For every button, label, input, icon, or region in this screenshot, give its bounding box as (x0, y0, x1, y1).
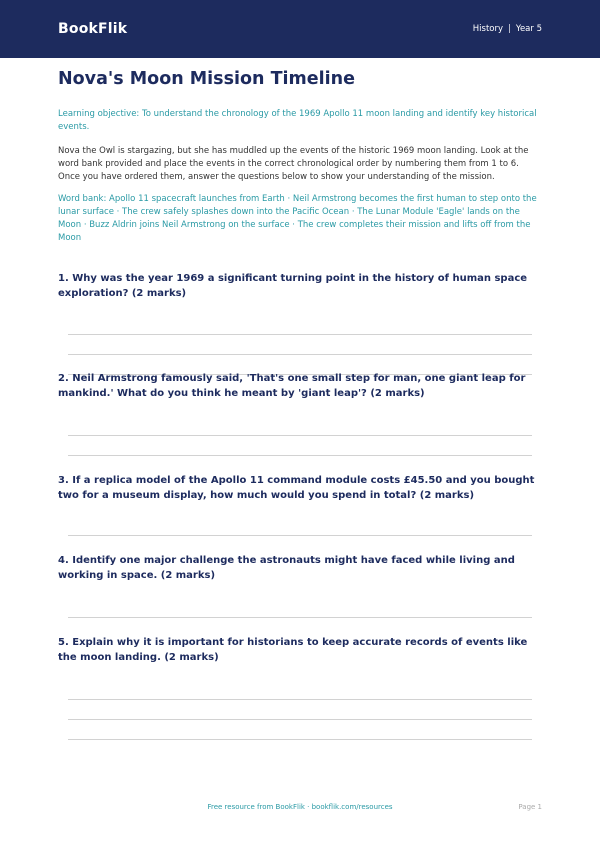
answer-line[interactable] (68, 719, 532, 720)
answer-area-4[interactable] (58, 617, 542, 618)
word-bank: Word bank: Apollo 11 spacecraft launches from Earth · Neil Armstrong becomes the first human to step onto the lunar surface · The crew safely splashes down into the Pacific Ocean · The Lunar Module 'Eagle' lands on the Moon · Buzz Aldrin joins Neil Armstrong on the surface · The crew completes their mission and lifts off from the Moon (58, 194, 537, 243)
question-3: 3. If a replica model of the Apollo 11 command module costs £45.50 and you bought two for a museum display, how much would you spend in total? (2 marks) (58, 475, 535, 501)
intro-paragraph: Nova the Owl is stargazing, but she has muddled up the events of the historic 1969 moon landing. Look at the word bank provided and place the events in the correct chronological order by numbering them from 1 to 6. Once you have ordered them, answer the questions below to show your understanding of the mission. (58, 146, 529, 182)
answer-line[interactable] (68, 455, 532, 456)
footer-credit-link[interactable]: Free resource from BookFlik · bookflik.com/resources (207, 803, 393, 811)
answer-area-1[interactable] (58, 334, 542, 375)
answer-line[interactable] (68, 435, 532, 436)
answer-line[interactable] (68, 739, 532, 740)
answer-line[interactable] (68, 699, 532, 700)
page-number: Page 1 (518, 803, 542, 811)
meta-separator: | (508, 24, 511, 34)
learning-objective: Learning objective: To understand the chronology of the 1969 Apollo 11 moon landing and identify key historical events. (58, 109, 537, 132)
answer-area-5[interactable] (58, 699, 542, 740)
page-header (0, 0, 600, 58)
question-5: 5. Explain why it is important for historians to keep accurate records of events like the moon landing. (2 marks) (58, 637, 528, 663)
brand-logo: BookFlik (58, 21, 128, 37)
answer-line[interactable] (68, 617, 532, 618)
question-2: 2. Neil Armstrong famously said, 'That's one small step for man, one giant leap for mankind.' What do you think he meant by 'giant leap'? (2 marks) (58, 373, 526, 399)
question-1: 1. Why was the year 1969 a significant turning point in the history of human space exploration? (2 marks) (58, 273, 528, 299)
page-title: Nova's Moon Mission Timeline (58, 69, 355, 89)
answer-line[interactable] (68, 334, 532, 335)
answer-area-3[interactable] (58, 535, 542, 536)
year-label: Year 5 (515, 24, 542, 34)
worksheet-body (0, 68, 600, 740)
subject-label: History (472, 24, 504, 34)
question-4: 4. Identify one major challenge the astronauts might have faced while living and working in space. (2 marks) (58, 555, 515, 581)
answer-line[interactable] (68, 535, 532, 536)
answer-line[interactable] (68, 354, 532, 355)
subject-meta (473, 24, 542, 34)
answer-area-2[interactable] (58, 435, 542, 456)
